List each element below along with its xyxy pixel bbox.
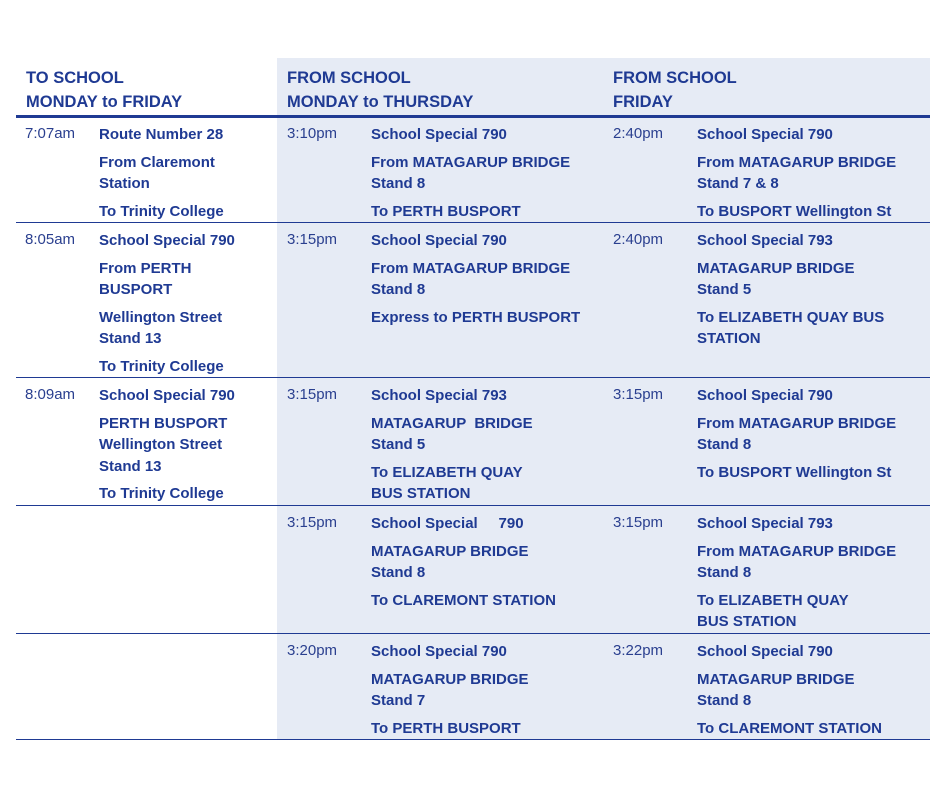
- service-detail-line: From MATAGARUP BRIDGE Stand 8: [371, 259, 571, 298]
- service-name: School Special 790: [99, 387, 235, 404]
- service-detail-line: MATAGARUP BRIDGE Stand 7: [371, 670, 529, 709]
- service-name: School Special 790: [371, 126, 507, 143]
- departure-time-from-school-friday: 2:40pm: [613, 125, 664, 142]
- service-detail-line: To ELIZABETH QUAY BUS STATION: [371, 463, 523, 502]
- service-detail-line: To PERTH BUSPORT: [371, 202, 521, 220]
- service-details-from-school-mon-thu: [371, 230, 580, 328]
- service-detail-line: From MATAGARUP BRIDGE Stand 8: [371, 153, 571, 192]
- service-detail-line: To ELIZABETH QUAY BUS STATION: [697, 308, 885, 347]
- row-divider: [16, 739, 930, 740]
- service-detail-line: Wellington Street Stand 13: [99, 308, 223, 347]
- service-details-from-school-mon-thu: [371, 641, 529, 739]
- service-name: School Special 790: [371, 232, 507, 249]
- service-details-from-school-mon-thu: [371, 513, 556, 611]
- departure-time-from-school-mon-thu: 3:15pm: [287, 514, 338, 531]
- header-line2: FRIDAY: [613, 93, 673, 111]
- service-name: School Special 793: [697, 232, 833, 249]
- departure-time-from-school-mon-thu: 3:10pm: [287, 125, 338, 142]
- service-name: School Special 793: [371, 387, 507, 404]
- service-detail-line: MATAGARUP BRIDGE Stand 8: [371, 542, 529, 581]
- row-divider: [16, 377, 930, 378]
- service-detail-line: To Trinity College: [99, 202, 224, 220]
- departure-time-from-school-friday: 3:15pm: [613, 514, 664, 531]
- service-detail-line: To ELIZABETH QUAY BUS STATION: [697, 591, 849, 630]
- service-detail-line: To BUSPORT Wellington St: [697, 202, 892, 220]
- service-detail-line: To BUSPORT Wellington St: [697, 463, 892, 481]
- service-details-to-school: [99, 124, 224, 222]
- service-detail-line: From MATAGARUP BRIDGE Stand 7 & 8: [697, 153, 897, 192]
- header-line2: MONDAY to THURSDAY: [287, 93, 474, 111]
- service-details-from-school-mon-thu: [371, 124, 570, 222]
- header-from-school-mon-thu: [287, 66, 473, 114]
- header-line2: MONDAY to FRIDAY: [26, 93, 183, 111]
- service-details-from-school-friday: [697, 385, 896, 483]
- service-name: School Special 790: [99, 232, 235, 249]
- service-detail-line: To Trinity College: [99, 485, 224, 502]
- service-detail-line: To PERTH BUSPORT: [371, 719, 521, 737]
- service-name: School Special 790: [697, 643, 833, 660]
- service-name: School Special 790: [371, 643, 507, 660]
- departure-time-from-school-mon-thu: 3:15pm: [287, 231, 338, 248]
- departure-time-from-school-mon-thu: 3:15pm: [287, 386, 338, 403]
- service-detail-line: To Trinity College: [99, 357, 224, 375]
- service-detail-line: Express to PERTH BUSPORT: [371, 308, 581, 326]
- departure-time-from-school-friday: 3:22pm: [613, 642, 664, 659]
- service-detail-line: From MATAGARUP BRIDGE Stand 8: [697, 414, 897, 453]
- header-to-school: [26, 66, 182, 114]
- service-name: School Special 790: [697, 387, 833, 404]
- departure-time-from-school-mon-thu: 3:20pm: [287, 642, 338, 659]
- service-name: Route Number 28: [99, 126, 224, 143]
- service-details-to-school: [99, 385, 235, 505]
- service-details-from-school-mon-thu: [371, 385, 533, 505]
- service-name: School Special 790: [371, 515, 524, 532]
- departure-time-from-school-friday: 3:15pm: [613, 386, 664, 403]
- service-name: School Special 790: [697, 126, 833, 143]
- service-detail-line: From PERTH BUSPORT: [99, 259, 192, 298]
- header-line1: FROM SCHOOL: [613, 69, 737, 87]
- departure-time-from-school-friday: 2:40pm: [613, 231, 664, 248]
- row-divider: [16, 222, 930, 223]
- row-divider: [16, 505, 930, 506]
- service-detail-line: From MATAGARUP BRIDGE Stand 8: [697, 542, 897, 581]
- service-details-from-school-friday: [697, 641, 882, 739]
- service-details-from-school-friday: [697, 230, 884, 350]
- departure-time-to-school: 7:07am: [25, 125, 76, 142]
- service-detail-line: MATAGARUP BRIDGE Stand 5: [371, 414, 533, 453]
- service-detail-line: From Claremont Station: [99, 153, 215, 192]
- service-detail-line: MATAGARUP BRIDGE Stand 8: [697, 670, 855, 709]
- departure-time-to-school: 8:05am: [25, 231, 76, 248]
- service-details-to-school: [99, 230, 235, 377]
- service-detail-line: To CLAREMONT STATION: [697, 719, 882, 737]
- service-detail-line: To CLAREMONT STATION: [371, 591, 556, 609]
- row-divider: [16, 633, 930, 634]
- departure-time-to-school: 8:09am: [25, 386, 76, 403]
- service-detail-line: PERTH BUSPORT Wellington Street Stand 13: [99, 414, 228, 475]
- service-details-from-school-friday: [697, 513, 896, 633]
- header-divider: [16, 115, 930, 118]
- service-detail-line: MATAGARUP BRIDGE Stand 5: [697, 259, 855, 298]
- service-name: School Special 793: [697, 515, 833, 532]
- header-from-school-friday: [613, 66, 737, 114]
- service-details-from-school-friday: [697, 124, 896, 222]
- header-line1: TO SCHOOL: [26, 69, 124, 87]
- header-line1: FROM SCHOOL: [287, 69, 411, 87]
